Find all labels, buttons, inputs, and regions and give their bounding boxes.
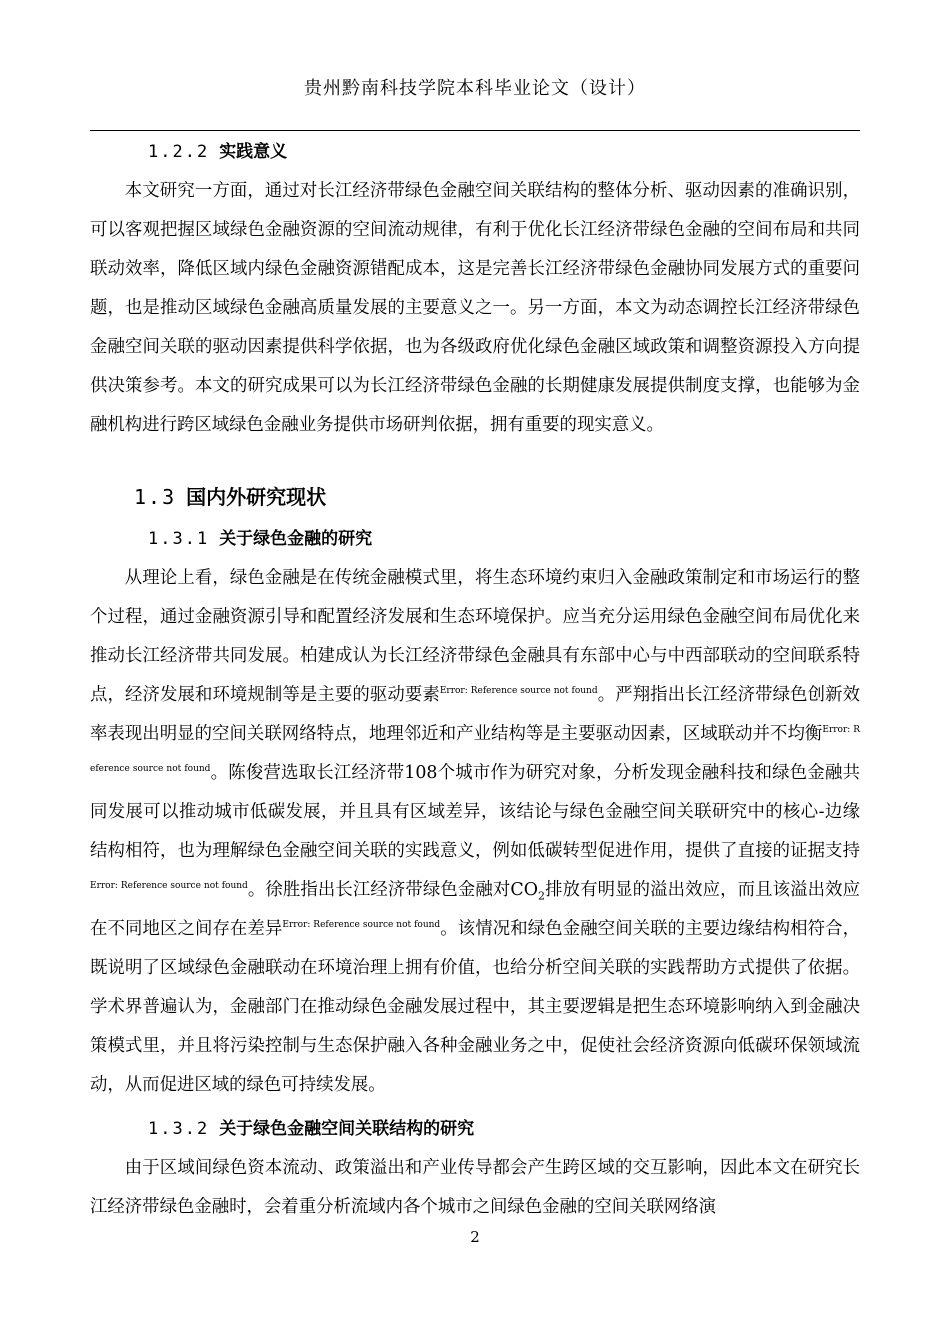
- section-heading-1-2-2: [90, 132, 860, 172]
- subscript: 2: [537, 889, 545, 903]
- paragraph-practical-significance: 本文研究一方面，通过对长江经济带绿色金融空间关联结构的整体分析、驱动因素的准确识别，可以客观把握区域绿色金融资源的空间流动规律，有利于优化长江经济带绿色金融的空间布局和共同联动效率，降低区域内绿色金融资源错配成本，这是完善长江经济带绿色金融协同发展方式的重要问题，也是推动区域绿色金融高质量发展的主要意义之一。另一方面，本文为动态调控长江经济带绿色金融空间关联的驱动因素提供科学依据，也为各级政府优化绿色金融区域政策和调整资源投入方向提供决策参考。本文的研究成果可以为长江经济带绿色金融的长期健康发展提供制度支撑，也能够为金融机构进行跨区域绿色金融业务提供市场研判依据，拥有重要的现实意义。: [90, 181, 860, 435]
- section-heading-1-3-1: [90, 519, 860, 559]
- section-number: 1.3.2: [148, 1119, 210, 1139]
- section-heading-1-3: [90, 475, 860, 519]
- text-run: 排放有明显的溢出效应，而且该溢出效应在不同地区之间存在差异: [90, 880, 860, 939]
- document-body: [90, 132, 860, 1227]
- section-title: 关于绿色金融空间关联结构的研究: [219, 1119, 475, 1139]
- citation-error: Error: Reference source not found: [282, 920, 441, 931]
- text-run: 。陈俊营选取长江经济带108个城市作为研究对象，分析发现金融科技和绿色金融共同发展可以推动城市低碳发展，并且具有区域差异，该结论与绿色金融空间关联研究中的核心-边缘结构相符，也为理解绿色金融空间关联的实践意义，例如低碳转型促进作用，提供了直接的证据支持: [90, 763, 860, 861]
- text-run: 。该情况和绿色金融空间关联的主要边缘结构相符合，既说明了区域绿色金融联动在环境治理上拥有价值，也给分析空间关联的实践帮助方式提供了依据。学术界普遍认为，金融部门在推动绿色金融发展过程中，其主要逻辑是把生态环境影响纳入到金融决策模式里，并且将污染控制与生态保护融入各种金融业务之中，促使社会经济资源向低碳环保领域流动，从而促进区域的绿色可持续发展。: [90, 919, 860, 1095]
- page-number: 2: [470, 1228, 480, 1246]
- citation-error: Error: Reference source not found: [90, 725, 860, 775]
- header-rule: [90, 130, 860, 131]
- section-number: 1.3.1: [148, 529, 210, 549]
- text-run: 。严翔指出长江经济带绿色创新效率表现出明显的空间关联网络特点，地理邻近和产业结构等是主要驱动因素，区域联动并不均衡: [90, 685, 860, 744]
- section-title: 国内外研究现状: [186, 485, 327, 509]
- citation-error: Error: Reference source not found: [439, 686, 598, 697]
- running-header: 贵州黔南科技学院本科毕业论文（设计）: [304, 78, 646, 99]
- text-run: 从理论上看，绿色金融是在传统金融模式里，将生态环境约束归入金融政策制定和市场运行的整个过程，通过金融资源引导和配置经济发展和生态环境保护。应当充分运用绿色金融空间布局优化来推动长江经济带共同发展。柏建成认为长江经济带绿色金融具有东部中心与中西部联动的空间联系特点，经济发展和环境规制等是主要的驱动要素: [90, 568, 860, 705]
- section-number: 1.3: [134, 485, 177, 509]
- text-run: 。徐胜指出长江经济带绿色金融对CO: [247, 880, 538, 900]
- section-heading-1-3-2: [90, 1109, 860, 1149]
- section-title: 关于绿色金融的研究: [219, 529, 373, 549]
- paragraph-green-finance-research: [90, 559, 860, 1105]
- section-title: 实践意义: [219, 142, 288, 162]
- paragraph-spatial-network-research: 由于区域间绿色资本流动、政策溢出和产业传导都会产生跨区域的交互影响，因此本文在研究长江经济带绿色金融时，会着重分析流域内各个城市之间绿色金融的空间关联网络演: [90, 1158, 860, 1217]
- citation-error: Error: Reference source not found: [90, 881, 248, 892]
- section-number: 1.2.2: [148, 142, 210, 162]
